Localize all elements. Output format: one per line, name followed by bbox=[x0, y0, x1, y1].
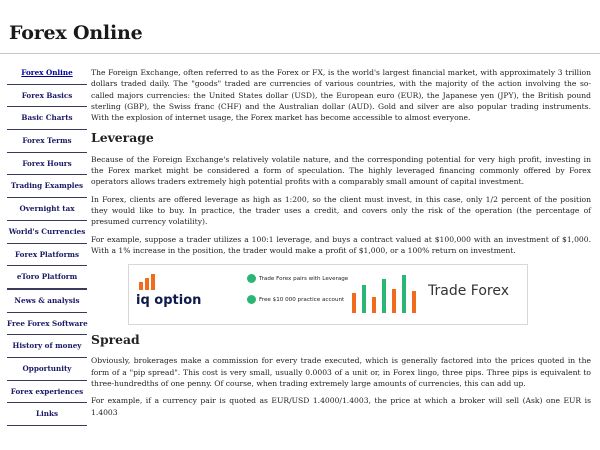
ad-feature-leverage-text: Trade Forex pairs with Leverage bbox=[259, 276, 349, 283]
leverage-paragraph-2: In Forex, clients are offered leverage as high as 1:200, so the client must invest, in this case, only 1/2 percent of the position they would like to buy. In practice, the trader uses a credit, and covers only the risk of the operation (the percentage of presumed currency volatility). bbox=[91, 194, 591, 227]
nav-forex-basics[interactable]: Forex Basics bbox=[7, 85, 87, 108]
leverage-heading: Leverage bbox=[91, 130, 154, 146]
nav-forex-hours[interactable]: Forex Hours bbox=[7, 153, 87, 176]
chart-icon bbox=[247, 274, 256, 283]
ad-cta-text: Trade Forex bbox=[428, 283, 509, 300]
main-content bbox=[91, 67, 591, 424]
nav-forex-terms[interactable]: Forex Terms bbox=[7, 130, 87, 153]
spread-paragraph-2: For example, if a currency pair is quoted as EUR/USD 1.4000/1.4003, the price at which a broker will sell (Ask) one EUR is 1.4003 bbox=[91, 396, 591, 417]
nav-free-forex-software[interactable]: Free Forex Software bbox=[7, 313, 87, 336]
nav-news-analysis[interactable]: News & analysis bbox=[7, 290, 87, 313]
leverage-paragraph-1: Because of the Foreign Exchange's relatively volatile nature, and the corresponding potential for very high profit, investing in the Forex market might be considered a form of speculation. The highly leveraged financing commonly offered by Forex operators allows traders extremely high potential profits with a comparably small amount of capital investment. bbox=[91, 154, 591, 187]
ad-feature-leverage bbox=[247, 274, 348, 283]
leverage-paragraph-3: For example, suppose a trader utilizes a 100:1 leverage, and buys a contract valued at $100,000 with an investment of $1,000. With a 1% increase in the position, the trader would make a profit of $1,000, or a 100% return on investment. bbox=[91, 234, 591, 255]
site-title: Forex Online bbox=[9, 22, 143, 44]
nav-overnight-tax[interactable]: Overnight tax bbox=[7, 198, 87, 221]
candlestick-illustration-icon bbox=[344, 271, 429, 321]
header-divider bbox=[0, 53, 600, 54]
ad-brand-name: iq option bbox=[136, 293, 202, 309]
iq-option-ad-banner[interactable] bbox=[128, 264, 528, 325]
iq-option-logo-icon bbox=[138, 273, 158, 291]
nav-basic-charts[interactable]: Basic Charts bbox=[7, 107, 87, 130]
nav-worlds-currencies[interactable]: World's Currencies bbox=[7, 221, 87, 244]
nav-links[interactable]: Links bbox=[7, 403, 87, 426]
ad-feature-practice bbox=[247, 295, 344, 304]
sidebar-nav bbox=[7, 62, 87, 426]
nav-trading-examples[interactable]: Trading Examples bbox=[7, 175, 87, 198]
spread-paragraph-1: Obviously, brokerages make a commission for every trade executed, which is generally factored into the prices quoted in the form of a "pip spread". This cost is very small, usually 0.0003 of a unit or, in Forex lingo, three pips. Three pips is equivalent to three-hundredths of one penny. Of course, when trading extremely large amounts of currencies, this can add up. bbox=[91, 356, 591, 389]
nav-opportunity[interactable]: Opportunity bbox=[7, 358, 87, 381]
ad-feature-practice-text: Free $10 000 practice account bbox=[259, 297, 345, 304]
spread-heading: Spread bbox=[91, 332, 140, 348]
dollar-icon bbox=[247, 295, 256, 304]
intro-paragraph: The Foreign Exchange, often referred to as the Forex or FX, is the world's largest financial market, with approximately 3 trillion dollars traded daily. The "goods" traded are currencies of various countries, with the majority of the action involving the so-called majors currencies: the United States dollar (USD), the European euro (EUR), the Japanese yen (JPY), the British pound sterling (GBP), the Swiss franc (CHF) and the Australian dollar (AUD). Gold and silver are also popular trading instruments. With the explosion of internet usage, the Forex market has become accessible to almost everyone. bbox=[91, 68, 591, 123]
nav-history-of-money[interactable]: History of money bbox=[7, 335, 87, 358]
nav-forex-experiences[interactable]: Forex experiences bbox=[7, 381, 87, 404]
nav-forex-platforms[interactable]: Forex Platforms bbox=[7, 244, 87, 267]
nav-forex-online[interactable]: Forex Online bbox=[7, 62, 87, 85]
nav-etoro-platform[interactable]: eToro Platform bbox=[7, 266, 87, 290]
